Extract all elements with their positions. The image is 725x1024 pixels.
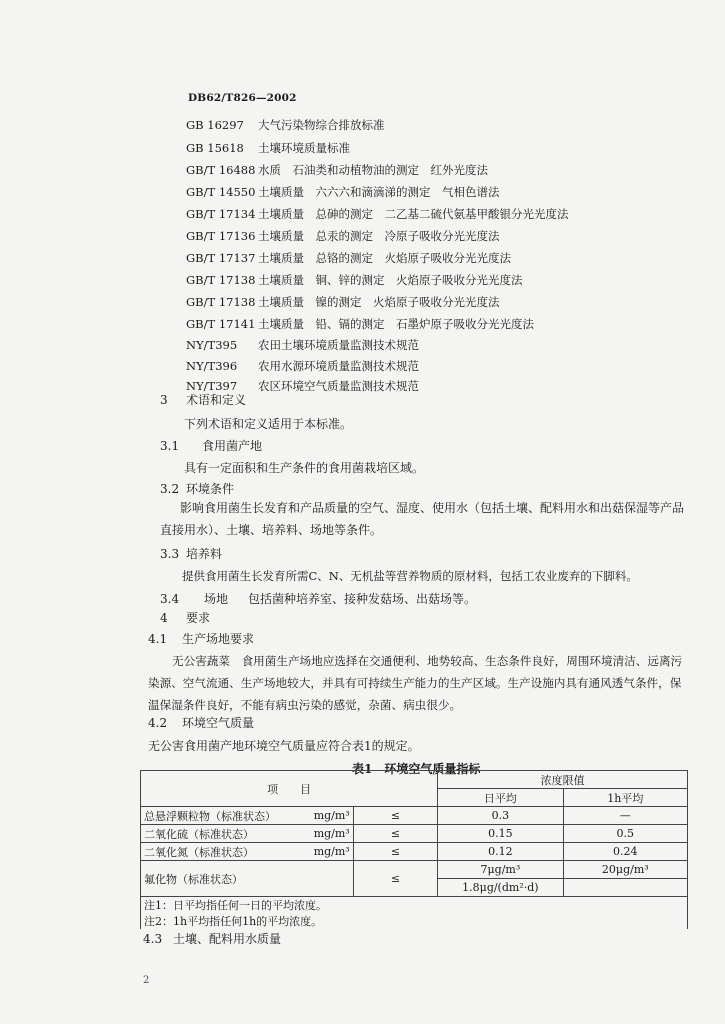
row-daily: 0.15 (438, 825, 563, 843)
reference-item (186, 250, 511, 266)
table-row (141, 861, 688, 879)
section-3-1-heading: 3.1 食用菌产地 (160, 439, 263, 453)
row-hourly-empty (563, 879, 687, 897)
reference-title: 农田土壤环境质量监测技术规范 (258, 338, 419, 352)
reference-item (186, 184, 500, 200)
reference-code: GB/T 14550 (186, 185, 256, 199)
row-unit: mg/m³ (292, 825, 353, 843)
col-header-limit: 浓度限值 (438, 771, 688, 789)
reference-code: GB/T 17138 (186, 295, 256, 309)
row-hourly: 20μg/m³ (563, 861, 687, 879)
row-symbol: ≤ (353, 807, 437, 825)
section-4-1-heading: 4.1 生产场地要求 (148, 632, 255, 646)
section-3-3-heading: 3.3 培养料 (160, 547, 223, 561)
section-3-2-text: 影响食用菌生长发育和产品质量的空气、湿度、使用水（包括土壤、配料用水和出菇保湿等产品直接用水）、土壤、培养料、场地等条件。 (160, 501, 685, 537)
section-3-heading: 3 术语和定义 (160, 393, 247, 407)
col-header-daily: 日平均 (438, 789, 563, 807)
row-daily: 0.3 (438, 807, 563, 825)
air-quality-table (140, 770, 688, 929)
row-hourly: 0.24 (563, 843, 687, 861)
row-unit (292, 861, 353, 897)
table-row (141, 843, 688, 861)
reference-code: GB/T 17138 (186, 273, 256, 287)
reference-item (186, 337, 419, 353)
row-symbol: ≤ (353, 825, 437, 843)
reference-code: GB/T 17136 (186, 229, 256, 243)
page-number: 2 (143, 975, 150, 986)
row-name: 氟化物（标准状态） (141, 861, 293, 897)
reference-code: GB/T 16488 (186, 163, 256, 177)
row-daily: 0.12 (438, 843, 563, 861)
reference-item (186, 294, 500, 310)
reference-item (186, 272, 523, 288)
reference-title: 土壤质量 总汞的测定 冷原子吸收分光光度法 (258, 229, 500, 243)
section-4-3-heading: 4.3 土壤、配料用水质量 (143, 930, 285, 947)
section-3-2-heading: 3.2 环境条件 (160, 482, 235, 496)
reference-item (186, 162, 488, 178)
reference-code: GB/T 17134 (186, 207, 256, 221)
reference-title: 农用水源环境质量监测技术规范 (258, 359, 419, 373)
reference-item (186, 117, 385, 133)
reference-title: 水质 石油类和动植物油的测定 红外光度法 (258, 163, 488, 177)
reference-code: GB/T 17141 (186, 317, 256, 331)
section-3-3-text: 提供食用菌生长发育所需C、N、无机盐等营养物质的原材料，包括工农业废弃的下脚料。 (182, 569, 638, 583)
reference-title: 土壤质量 铜、锌的测定 火焰原子吸收分光光度法 (258, 273, 523, 287)
reference-code: GB 15618 (186, 141, 244, 155)
table-1-caption: 表1 环境空气质量指标 (352, 762, 481, 776)
row-hourly: 0.5 (563, 825, 687, 843)
reference-title: 土壤质量 六六六和滴滴涕的测定 气相色谱法 (258, 185, 500, 199)
reference-item (186, 206, 569, 222)
table-row (141, 807, 688, 825)
row-unit: mg/m³ (292, 843, 353, 861)
reference-item (186, 140, 350, 156)
row-symbol: ≤ (353, 861, 437, 897)
section-3-1-text: 具有一定面积和生产条件的食用菌栽培区域。 (184, 461, 425, 475)
col-header-hourly: 1h平均 (563, 789, 687, 807)
reference-code: GB/T 17137 (186, 251, 256, 265)
row-symbol: ≤ (353, 843, 437, 861)
row-name: 总悬浮颗粒物（标准状态） (141, 807, 293, 825)
section-4-2-text: 无公害食用菌产地环境空气质量应符合表1的规定。 (148, 739, 420, 753)
reference-item (186, 228, 500, 244)
row-unit: mg/m³ (292, 807, 353, 825)
table-note-2: 注2：1h平均指任何1h的平均浓度。 (141, 913, 688, 929)
reference-title: 土壤质量 镍的测定 火焰原子吸收分光光度法 (258, 295, 500, 309)
section-4-1-text: 无公害蔬菜 食用菌生产场地应选择在交通便利、地势较高、生态条件良好，周围环境清洁、远离污染源、空气流通、生产场地较大，并具有可持续生产能力的生产区域。生产设施内具有通风透气条件，保温保湿条件良好，不能有病虫污染的感觉，杂菌、病虫很少。 (148, 654, 683, 712)
section-3-intro: 下列术语和定义适用于本标准。 (184, 417, 353, 431)
reference-code: NY/T397 (186, 379, 238, 393)
reference-item (186, 316, 534, 332)
reference-code: NY/T396 (186, 359, 238, 373)
reference-code: NY/T395 (186, 338, 238, 352)
reference-title: 农区环境空气质量监测技术规范 (258, 379, 419, 393)
reference-title: 土壤质量 总砷的测定 二乙基二硫代氨基甲酸银分光光度法 (258, 207, 569, 221)
reference-code: GB 16297 (186, 118, 244, 132)
section-4-2-heading: 4.2 环境空气质量 (148, 716, 255, 730)
table-note-1: 注1：日平均指任何一日的平均浓度。 (141, 897, 688, 914)
reference-title: 大气污染物综合排放标准 (258, 118, 385, 132)
reference-title: 土壤环境质量标准 (258, 141, 350, 155)
standard-header: DB62/T826—2002 (188, 92, 297, 104)
reference-title: 土壤质量 铅、镉的测定 石墨炉原子吸收分光光度法 (258, 317, 534, 331)
row-daily: 7μg/m³ (438, 861, 563, 879)
table-row (141, 825, 688, 843)
row-name: 二氧化硫（标准状态） (141, 825, 293, 843)
reference-item (186, 358, 419, 374)
row-hourly: — (563, 807, 687, 825)
row-daily-alt: 1.8μg/(dm²·d) (438, 879, 563, 897)
reference-title: 土壤质量 总铬的测定 火焰原子吸收分光光度法 (258, 251, 511, 265)
row-name: 二氧化氮（标准状态） (141, 843, 293, 861)
section-3-4: 3.4 场地 包括菌种培养室、接种发菇场、出菇场等。 (160, 592, 477, 606)
col-header-item: 项 目 (141, 771, 438, 807)
section-4-heading: 4 要求 (160, 611, 211, 625)
